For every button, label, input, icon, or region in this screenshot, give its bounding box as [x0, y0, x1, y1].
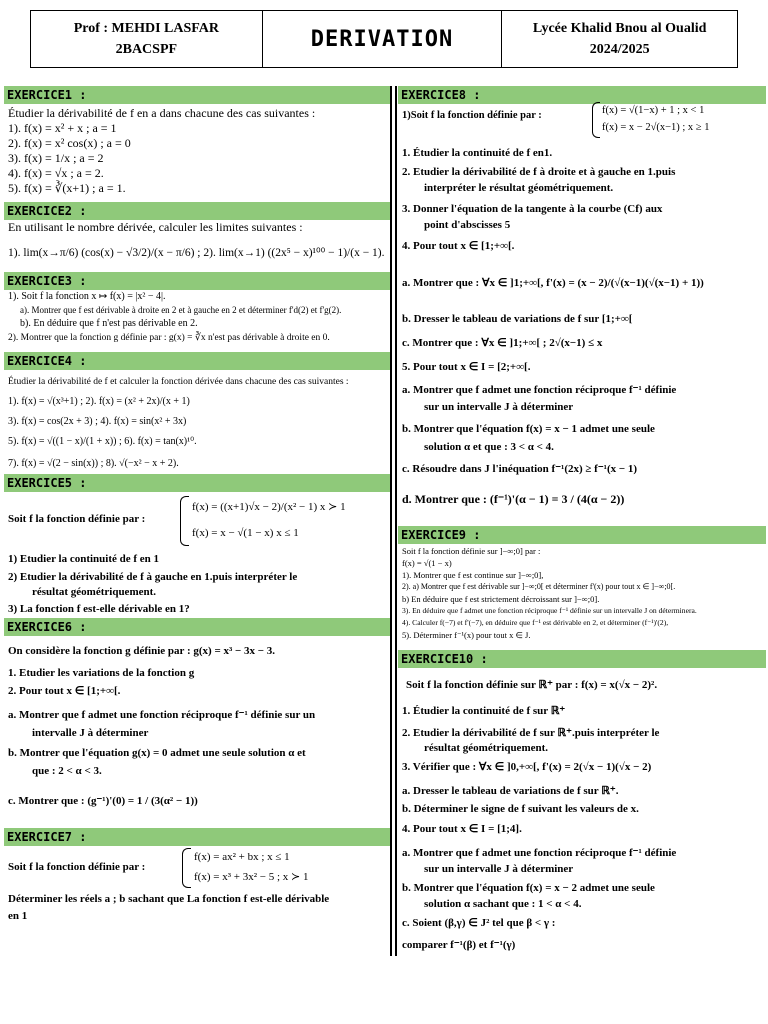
ex4-item: 5). f(x) = √((1 − x)/(1 + x)) ; 6). f(x) = tan(x)¹⁰. [8, 436, 197, 447]
ex4-item: 3). f(x) = cos(2x + 3) ; 4). f(x) = sin(x² + 3x) [8, 416, 187, 427]
ex10-item: a. Montrer que f admet une fonction réciproque f⁻¹ définie [402, 847, 677, 859]
ex10-item: sur un intervalle J à déterminer [424, 863, 574, 875]
ex4-intro: Étudier la dérivabilité de f et calculer la fonction dérivée dans chacune des cas suivantes : [8, 377, 349, 387]
ex9-item: b) En déduire que f est strictement décroissant sur ]−∞;0]. [402, 594, 600, 604]
ex6-item: 2. Pour tout x ∈ [1;+∞[. [8, 685, 121, 697]
ex1-item: 1). f(x) = x² + x ; a = 1 [8, 121, 117, 135]
ex9-item: Soit f la fonction définie sur ]−∞;0] par : [402, 546, 541, 556]
ex6-item: b. Montrer que l'équation g(x) = 0 admet une seule solution α et [8, 747, 306, 759]
ex9-item: 1). Montrer que f est continue sur ]−∞;0], [402, 570, 544, 580]
exercise-2-header: EXERCICE2 : [4, 202, 390, 220]
ex8-item: point d'abscisses 5 [424, 219, 511, 231]
ex9-item: f(x) = √(1 − x) [402, 558, 452, 568]
ex1-item: 5). f(x) = ∛(x+1) ; a = 1. [8, 181, 126, 195]
ex7-brace [182, 848, 191, 888]
exercise-10-header: EXERCICE10 : [398, 650, 766, 668]
prof-name: Prof : MEHDI LASFAR [73, 21, 219, 36]
ex9-item: 4). Calculer f(−7) et f'(−7), en déduire que f⁻¹ est dérivable en 2, et déterminer (f⁻¹)'(2), [402, 618, 669, 627]
header-school-cell [502, 11, 737, 67]
ex4-item: 7). f(x) = √(2 − sin(x)) ; 8). √(−x² − x + 2). [8, 458, 179, 469]
ex9-item: 5). Déterminer f⁻¹(x) pour tout x ∈ J. [402, 630, 531, 640]
ex7-text: en 1 [8, 910, 28, 922]
ex2-limits: 1). lim(x→π/6) (cos(x) − √3/2)/(x − π/6) ; 2). lim(x→1) ((2x⁵ − x)¹⁰⁰ − 1)/(x − 1). [8, 247, 385, 259]
ex7-def-1: f(x) = ax² + bx ; x ≤ 1 [194, 851, 290, 863]
ex10-item: 1. Étudier la continuité de f sur ℝ⁺ [402, 705, 566, 717]
ex4-item: 1). f(x) = √(x³+1) ; 2). f(x) = (x² + 2x)/(x + 1) [8, 396, 190, 407]
ex8-brace [592, 102, 600, 138]
ex8-def-2: f(x) = x − 2√(x−1) ; x ≥ 1 [602, 122, 710, 133]
column-divider [390, 86, 397, 956]
exercise-1-header: EXERCICE1 : [4, 86, 390, 104]
ex8-item: interpréter le résultat géométriquement. [424, 182, 614, 194]
ex10-item: 2. Etudier la dérivabilité de f sur ℝ⁺.puis interpréter le [402, 727, 660, 739]
exercise-7-header: EXERCICE7 : [4, 828, 390, 846]
exercise-4-header: EXERCICE4 : [4, 352, 390, 370]
ex6-item: 1. Etudier les variations de la fonction g [8, 667, 195, 679]
ex3-item: 2). Montrer que la fonction g définie par : g(x) = ∛x n'est pas dérivable à droite en 0. [8, 333, 330, 343]
ex8-item: b. Montrer que l'équation f(x) = x − 1 admet une seule [402, 423, 655, 435]
ex5-item: 3) La fonction f est-elle dérivable en 1? [8, 603, 190, 615]
ex5-item: résultat géométriquement. [32, 586, 157, 598]
header-table [30, 10, 738, 68]
ex6-item: c. Montrer que : (g⁻¹)'(0) = 1 / (3(α² − 1)) [8, 795, 198, 807]
ex5-def-1: f(x) = ((x+1)√x − 2)/(x² − 1) x ≻ 1 [192, 501, 346, 513]
ex1-item: 3). f(x) = 1/x ; a = 2 [8, 151, 104, 165]
page-title: DERIVATION [310, 26, 454, 52]
school-year: 2024/2025 [589, 42, 650, 57]
ex5-item: 2) Etudier la dérivabilité de f à gauche en 1.puis interpréter le [8, 571, 298, 583]
ex8-item: 4. Pour tout x ∈ [1;+∞[. [402, 240, 515, 252]
ex5-brace [180, 496, 189, 546]
ex6-item: a. Montrer que f admet une fonction réciproque f⁻¹ définie sur un [8, 709, 316, 721]
ex3-item: 1). Soit f la fonction x ↦ f(x) = |x² − 4|. [8, 291, 166, 302]
ex8-item: 5. Pour tout x ∈ I = [2;+∞[. [402, 361, 531, 373]
ex5-item: 1) Etudier la continuité de f en 1 [8, 553, 160, 565]
ex1-item: 2). f(x) = x² cos(x) ; a = 0 [8, 136, 131, 150]
exercise-6-header: EXERCICE6 : [4, 618, 390, 636]
ex10-intro: Soit f la fonction définie sur ℝ⁺ par : f(x) = x(√x − 2)². [406, 679, 658, 691]
ex1-intro: Étudier la dérivabilité de f en a dans chacune des cas suivantes : [8, 106, 316, 120]
ex2-intro: En utilisant le nombre dérivée, calculer les limites suivantes : [8, 220, 303, 234]
ex9-item: 3). En déduire que f admet une fonction réciproque f⁻¹ définie sur un intervalle J on déterminera. [402, 606, 697, 615]
ex8-item: 3. Donner l'équation de la tangente à la courbe (Cf) aux [402, 203, 663, 215]
ex9-item: 2). a) Montrer que f est dérivable sur ]−∞;0[ et déterminer f'(x) pour tout x ∈ ]−∞;0[. [402, 582, 676, 591]
exercise-8-header: EXERCICE8 : [398, 86, 766, 104]
ex10-item: résultat géométriquement. [424, 742, 549, 754]
ex8-item: solution α et que : 3 < α < 4. [424, 441, 554, 453]
ex7-def-label: Soit f la fonction définie par : [8, 861, 146, 873]
ex7-def-2: f(x) = x³ + 3x² − 5 ; x ≻ 1 [194, 871, 309, 883]
ex8-item: a. Montrer que f admet une fonction réciproque f⁻¹ définie [402, 384, 677, 396]
ex7-text: Déterminer les réels a ; b sachant que La fonction f est-elle dérivable [8, 893, 330, 905]
ex8-item: sur un intervalle J à déterminer [424, 401, 574, 413]
ex6-intro: On considère la fonction g définie par : g(x) = x³ − 3x − 3. [8, 645, 276, 657]
school-name: Lycée Khalid Bnou al Oualid [532, 21, 707, 36]
header-prof-cell [31, 11, 263, 67]
ex8-item: a. Montrer que : ∀x ∈ ]1;+∞[, f'(x) = (x − 2)/(√(x−1)(√(x−1) + 1)) [402, 277, 704, 289]
ex5-def-label: Soit f la fonction définie par : [8, 513, 146, 525]
ex10-item: b. Déterminer le signe de f suivant les valeurs de x. [402, 803, 639, 815]
ex8-def-label: 1)Soit f la fonction définie par : [402, 110, 542, 121]
ex10-item: c. Soient (β,γ) ∈ J² tel que β < γ : [402, 917, 556, 929]
ex8-def-1: f(x) = √(1−x) + 1 ; x < 1 [602, 105, 705, 116]
ex10-item: b. Montrer que l'équation f(x) = x − 2 admet une seule [402, 882, 655, 894]
ex8-item: b. Dresser le tableau de variations de f sur [1;+∞[ [402, 313, 633, 325]
ex3-item: a). Montrer que f est dérivable à droite en 2 et à gauche en 2 et déterminer f'd(2) et f'g(2). [20, 305, 342, 315]
ex10-item: comparer f⁻¹(β) et f⁻¹(γ) [402, 939, 516, 951]
ex3-item: b). En déduire que f n'est pas dérivable en 2. [20, 318, 198, 329]
class-name: 2BACSPF [115, 42, 178, 57]
ex8-item: c. Montrer que : ∀x ∈ ]1;+∞[ ; 2√(x−1) ≤ x [402, 337, 603, 349]
ex5-def-2: f(x) = x − √(1 − x) x ≤ 1 [192, 527, 299, 539]
header-title-cell [263, 11, 503, 67]
ex6-item: que : 2 < α < 3. [32, 765, 102, 777]
ex10-item: solution α sachant que : 1 < α < 4. [424, 898, 582, 910]
ex8-item: d. Montrer que : (f⁻¹)'(α − 1) = 3 / (4(α − 2)) [402, 492, 625, 506]
ex8-item: c. Résoudre dans J l'inéquation f⁻¹(2x) ≥ f⁻¹(x − 1) [402, 463, 638, 475]
ex10-item: 4. Pour tout x ∈ I = [1;4]. [402, 823, 522, 835]
exercise-5-header: EXERCICE5 : [4, 474, 390, 492]
ex10-item: a. Dresser le tableau de variations de f sur ℝ⁺. [402, 785, 619, 797]
ex8-item: 2. Etudier la dérivabilité de f à droite et à gauche en 1.puis [402, 166, 676, 178]
ex6-item: intervalle J à déterminer [32, 727, 149, 739]
exercise-3-header: EXERCICE3 : [4, 272, 390, 290]
ex10-item: 3. Vérifier que : ∀x ∈ ]0,+∞[, f'(x) = 2(√x − 1)(√x − 2) [402, 761, 652, 773]
exercise-9-header: EXERCICE9 : [398, 526, 766, 544]
ex1-item: 4). f(x) = √x ; a = 2. [8, 166, 104, 180]
ex8-item: 1. Étudier la continuité de f en1. [402, 147, 553, 159]
